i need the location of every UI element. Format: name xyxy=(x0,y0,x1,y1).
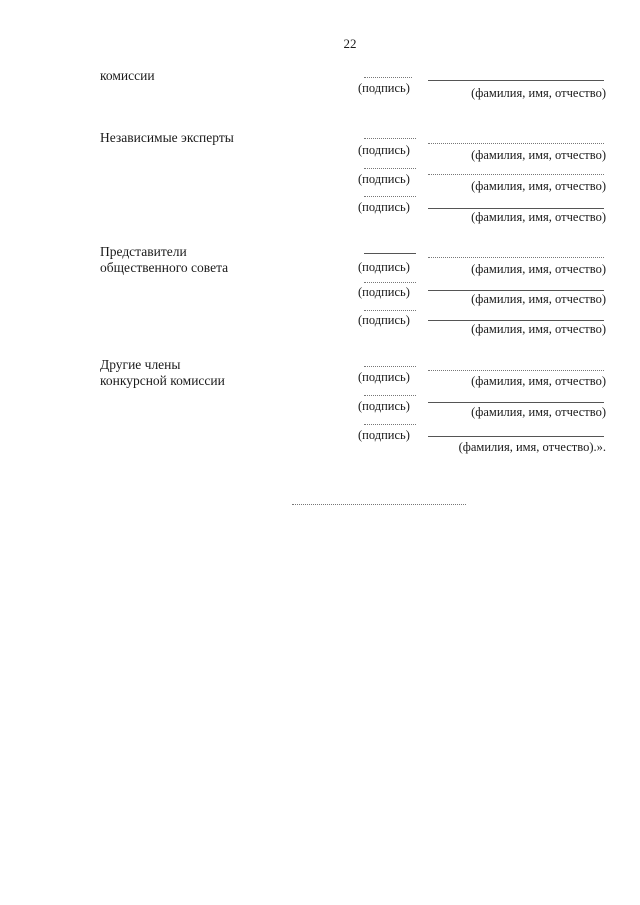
name-caption-final: (фамилия, имя, отчество).». xyxy=(458,440,606,454)
signature-line xyxy=(364,424,416,425)
section-label-experts: Независимые эксперты xyxy=(100,130,234,145)
name-line xyxy=(428,80,604,81)
signature-line xyxy=(364,253,416,254)
name-line xyxy=(428,143,604,144)
name-caption: (фамилия, имя, отчество) xyxy=(471,405,606,419)
name-caption: (фамилия, имя, отчество) xyxy=(471,262,606,276)
section-label-public-council xyxy=(100,244,228,276)
signature-line xyxy=(364,366,416,367)
name-line xyxy=(428,402,604,403)
name-caption: (фамилия, имя, отчество) xyxy=(471,210,606,224)
signature-caption: (подпись) xyxy=(358,370,410,384)
signature-caption: (подпись) xyxy=(358,143,410,157)
signature-line xyxy=(364,395,416,396)
name-caption: (фамилия, имя, отчество) xyxy=(471,374,606,388)
section-label-line: Представители xyxy=(100,244,187,259)
signature-caption: (подпись) xyxy=(358,81,410,95)
name-line xyxy=(428,370,604,371)
name-line xyxy=(428,257,604,258)
signature-line xyxy=(364,282,416,283)
signature-line xyxy=(364,168,416,169)
signature-caption: (подпись) xyxy=(358,172,410,186)
signature-caption: (подпись) xyxy=(358,313,410,327)
section-label-commission: комиссии xyxy=(100,68,155,83)
section-label-line: Другие члены xyxy=(100,357,181,372)
name-caption: (фамилия, имя, отчество) xyxy=(471,86,606,100)
signature-caption: (подпись) xyxy=(358,428,410,442)
name-line xyxy=(428,208,604,209)
signature-line xyxy=(364,196,416,197)
signature-line xyxy=(364,310,416,311)
page-number: 22 xyxy=(343,36,357,51)
signature-line xyxy=(364,138,416,139)
name-caption: (фамилия, имя, отчество) xyxy=(471,322,606,336)
name-line xyxy=(428,174,604,175)
signature-line xyxy=(364,77,412,78)
signature-caption: (подпись) xyxy=(358,200,410,214)
closing-separator-line xyxy=(292,504,466,505)
signature-caption: (подпись) xyxy=(358,399,410,413)
signature-caption: (подпись) xyxy=(358,285,410,299)
section-label-line: общественного совета xyxy=(100,260,229,275)
name-line xyxy=(428,436,604,437)
section-label-other-members xyxy=(100,357,225,389)
name-line xyxy=(428,320,604,321)
name-caption: (фамилия, имя, отчество) xyxy=(471,148,606,162)
signature-caption: (подпись) xyxy=(358,260,410,274)
name-caption: (фамилия, имя, отчество) xyxy=(471,292,606,306)
section-label-line: конкурсной комиссии xyxy=(100,373,225,388)
name-caption: (фамилия, имя, отчество) xyxy=(471,179,606,193)
name-line xyxy=(428,290,604,291)
